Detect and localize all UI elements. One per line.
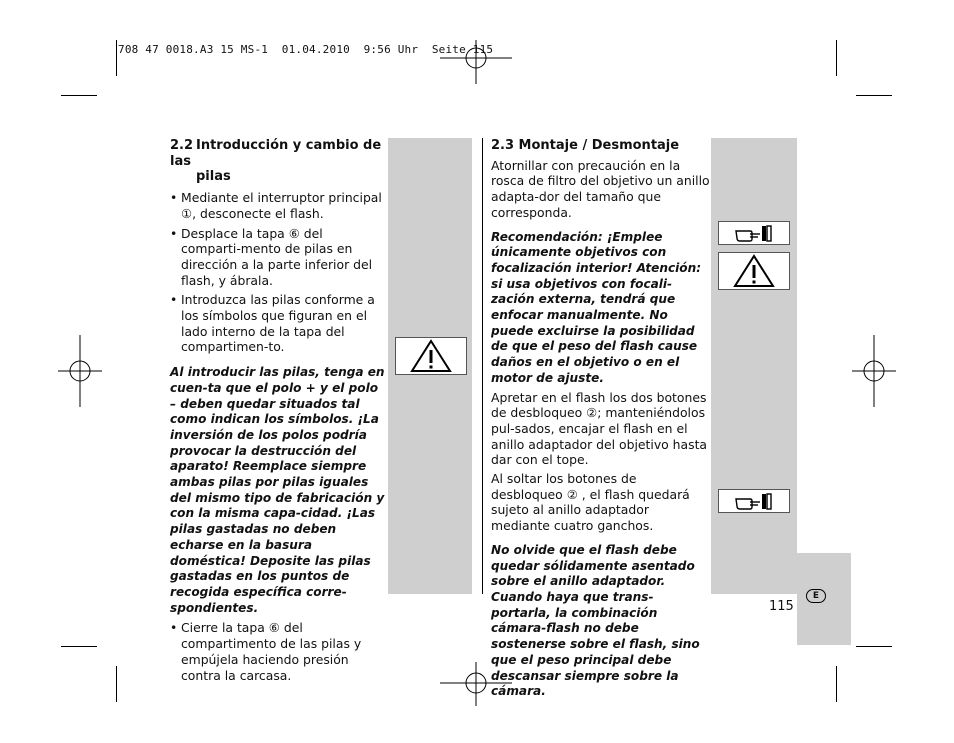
language-badge: E: [806, 589, 826, 603]
column-divider: [482, 138, 483, 594]
crop-mark: [116, 40, 117, 76]
crop-mark: [836, 40, 837, 76]
paragraph: Atornillar con precaución en la rosca de filtro del objetivo un anillo adapta-dor del tamaño que corresponda.: [491, 157, 710, 220]
crop-mark: [116, 666, 117, 702]
crop-mark: [61, 646, 97, 647]
margin-column-right: [711, 138, 797, 594]
registration-mark-left: [58, 335, 102, 407]
paragraph: Al soltar los botones de desbloqueo ② , el flash quedará sujeto al anillo adaptador mediante cuatro ganchos.: [491, 471, 690, 534]
crop-mark: [856, 646, 892, 647]
registration-mark-right: [852, 335, 896, 407]
section-title-cont: pilas: [196, 169, 231, 185]
warning-box: [718, 252, 790, 290]
right-column: [491, 138, 711, 700]
print-header: 708 47 0018.A3 15 MS-1 01.04.2010 9:56 Uhr Seite 115: [118, 43, 494, 56]
list-item: • Cierre la tapa ⑥ del compartimento de las pilas y empújela haciendo presión contra la carcasa.: [170, 620, 386, 683]
list-item: • Introduzca las pilas conforme a los símbolos que figuran en el lado interno de la tapa del compartimen-to.: [170, 292, 386, 355]
section-heading: 2.3 Montaje / Desmontaje: [491, 138, 680, 153]
warning-triangle-icon: [733, 254, 775, 288]
page-number: 115: [769, 599, 794, 614]
crop-mark: [836, 666, 837, 702]
section-number: 2.2: [170, 138, 194, 153]
warning-triangle-icon: [410, 339, 452, 373]
recommendation-text: Recomendación: ¡Emplee únicamente objetivos con focalización interior! Atención: si usa objetivos con focali-zación externa, tendrá que enfocar manualmente. No puede excluirse la posibilidad de que el peso del flash cause daños en el objetivo o en el motor de ajuste.: [491, 229, 702, 385]
section-title: Introducción y cambio de las: [170, 138, 382, 169]
list-item: • Mediante el interruptor principal ①, desconecte el flash.: [170, 190, 386, 221]
list-item: • Desplace la tapa ⑥ del comparti-mento de pilas en dirección a la parte inferior del flash, y ábrala.: [170, 226, 386, 289]
section-heading: [170, 138, 386, 185]
warning-box: [395, 337, 467, 375]
note-box: [718, 489, 790, 513]
warning-text: Al introducir las pilas, tenga en cuen-ta que el polo + y el polo – deben quedar situados tal como indican los símbolos. ¡La inversión de los polos podría provocar la destrucción del aparato! Reemplace siempre ambas pilas por pilas iguales del mismo tipo de fabricación y con la misma capa-cidad. ¡Las pilas gastadas no deben echarse en la basura doméstica! Deposite las pilas gastadas en los puntos de recogida específica corre-spondientes.: [170, 365, 385, 615]
note-text: No olvide que el flash debe quedar sólidamente asentado sobre el anillo adaptador. Cuando haya que trans-portarla, la combinación cámara-flash no debe sostenerse sobre el flash, sino que el peso principal debe descansar siempre sobre la cámara.: [491, 542, 700, 699]
note-hand-icon: [734, 492, 774, 510]
note-box: [718, 221, 790, 245]
note-hand-icon: [734, 224, 774, 242]
paragraph: Apretar en el flash los dos botones de desbloqueo ②; manteniéndolos pul-sados, encajar el flash en el anillo adaptador del objetivo hasta dar con el tope.: [491, 389, 708, 468]
crop-mark: [61, 95, 97, 96]
left-column: [170, 138, 386, 683]
crop-mark: [856, 95, 892, 96]
